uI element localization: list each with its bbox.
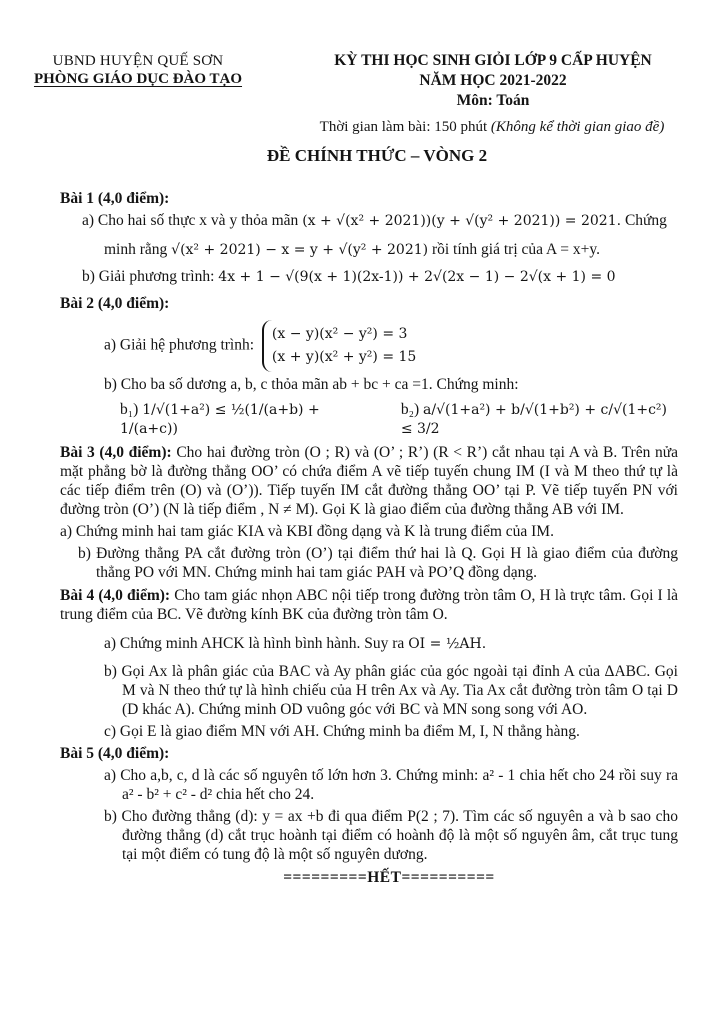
bai1-a-text: a) Cho hai số thực x và y thỏa mãn (82, 211, 299, 229)
exam-heading (278, 52, 708, 112)
equation-system (262, 320, 416, 372)
bai4-intro (60, 587, 678, 625)
bai3-a: a) Chứng minh hai tam giác KIA và KBI đồng dạng và K là trung điểm của IM. (60, 523, 554, 541)
bai2-b2 (401, 401, 678, 439)
bai4-b: b) Gọi Ax là phân giác của BAC và Ay phân giác của góc ngoài tại đỉnh A của ΔABC. Gọi M và N theo thứ tự là hình chiếu của H trên Ax và Ay. Tia Ax cắt đường tròn tâm O tại D (D khác A). Chứng minh OD vuông góc với BC và MN song song với AO. (104, 663, 678, 719)
bai3-intro (60, 444, 678, 520)
bai4-title: Bài 4 (4,0 điểm): (60, 586, 171, 604)
bai2-b-inequalities (60, 401, 678, 439)
time-note: (Không kể thời gian giao đề) (490, 119, 665, 135)
official-label: ĐỀ CHÍNH THỨC – VÒNG 2 (266, 146, 488, 165)
system-eq2: (x + y)(x² + y²) = 15 (271, 348, 417, 365)
bai4-a-text: a) Chứng minh AHCK là hình bình hành. Suy ra (104, 634, 405, 652)
bai4-a-equation: OI = ½AH. (408, 635, 487, 652)
system-eq1: (x − y)(x² − y²) = 3 (271, 325, 408, 342)
bai2-a-text: a) Giải hệ phương trình: (104, 336, 255, 354)
bai2-title: Bài 2 (4,0 điểm): (60, 294, 170, 312)
bai2-b1 (120, 401, 355, 439)
bai2-a (60, 320, 678, 372)
subject: Môn: Toán (456, 91, 530, 109)
bai3-title: Bài 3 (4,0 điểm): (60, 444, 172, 462)
bai1-a-line2-text-end: rồi tính giá trị của A = x+y. (431, 240, 600, 258)
bai3-text: Cho hai đường tròn (O ; R) và (O’ ; R’) (R < R’) cắt nhau tại A và B. Trên nửa mặt phẳng bờ là đường thẳng OO’ có chứa điểm A vẽ tiếp tuyến chung IM (I và M theo thứ tự là các tiếp điểm trên (O) và (O’)). Tiếp tuyến IM cắt đường thẳng OO’ tại P. Vẽ tiếp tuyến PN với đường tròn (O’) (N là tiếp điểm , N ≠ M). Gọi K là giao điểm của đường thẳng AB với IM. (60, 444, 678, 519)
bai1-b (60, 268, 678, 287)
bai3-b: b) Đường thẳng PA cắt đường tròn (O’) tại điểm thứ hai là Q. Gọi H là giao điểm của đường thẳng PO với MN. Chứng minh hai tam giác PAH và PO’Q đồng dạng. (78, 544, 678, 581)
bai1-a-line2-text: minh rằng (104, 240, 168, 258)
district-committee: UBND HUYỆN QUẾ SƠN (52, 53, 224, 69)
b1-inequality: 1/√(1+a²) ≤ ½(1/(a+b) + 1/(a+c)) (120, 401, 320, 437)
bai5-title: Bài 5 (4,0 điểm): (60, 745, 170, 763)
bai1-a-equation: (x + √(x² + 2021))(y + √(y² + 2021)) = 2021. (302, 212, 622, 229)
school-year: NĂM HỌC 2021-2022 (419, 71, 567, 89)
exam-content (60, 182, 678, 887)
bai5-b: b) Cho đường thẳng (d): y = ax +b đi qua điểm P(2 ; 7). Tìm các số nguyên a và b sao cho đường thẳng (d) cắt trục hoành tại điểm có hoành độ là một số nguyên âm, cắt trục tung tại một điểm có tung độ là một số nguyên dương. (104, 807, 678, 863)
bai4-c: c) Gọi E là giao điểm MN với AH. Chứng minh ba điểm M, I, N thẳng hàng. (104, 723, 580, 741)
b2-inequality: a/√(1+a²) + b/√(1+b²) + c/√(1+c²) ≤ 3/2 (400, 401, 668, 437)
education-office: PHÒNG GIÁO DỤC ĐÀO TẠO (33, 71, 243, 88)
exam-title: KỲ THI HỌC SINH GIỎI LỚP 9 CẤP HUYỆN (334, 52, 652, 69)
bai1-title: Bài 1 (4,0 điểm): (60, 190, 170, 207)
time-info (272, 118, 712, 136)
bai5-a: a) Cho a,b, c, d là các số nguyên tố lớn hơn 3. Chứng minh: a² - 1 chia hết cho 24 rồi suy ra a² - b² + c² - d² chia hết cho 24. (104, 767, 678, 803)
bai1-a (60, 212, 678, 231)
bai1-a-line2 (60, 241, 678, 260)
bai1-a-text-end: Chứng (624, 211, 667, 229)
b1-label: b₁) (120, 400, 139, 418)
issuer-block (18, 52, 258, 89)
bai2-b: b) Cho ba số dương a, b, c thỏa mãn ab + bc + ca =1. Chứng minh: (104, 375, 519, 393)
bai1-b-text: b) Giải phương trình: (82, 267, 215, 285)
bai1-b-equation: 4x + 1 − √(9(x + 1)(2x-1)) + 2√(2x − 1) − 2√(x + 1) = 0 (218, 268, 616, 285)
bai4-text: Cho tam giác nhọn ABC nội tiếp trong đường tròn tâm O, H là trực tâm. Gọi I là trung điểm của BC. Vẽ đường kính BK của đường tròn tâm O. (60, 586, 679, 623)
time-label: Thời gian làm bài: 150 phút (319, 119, 488, 135)
end-marker: =========HẾT========== (283, 868, 495, 886)
bai4-a (60, 635, 678, 654)
b2-label: b₂) (400, 400, 420, 418)
bai1-a-line2-equation: √(x² + 2021) − x = y + √(y² + 2021) (171, 241, 429, 258)
